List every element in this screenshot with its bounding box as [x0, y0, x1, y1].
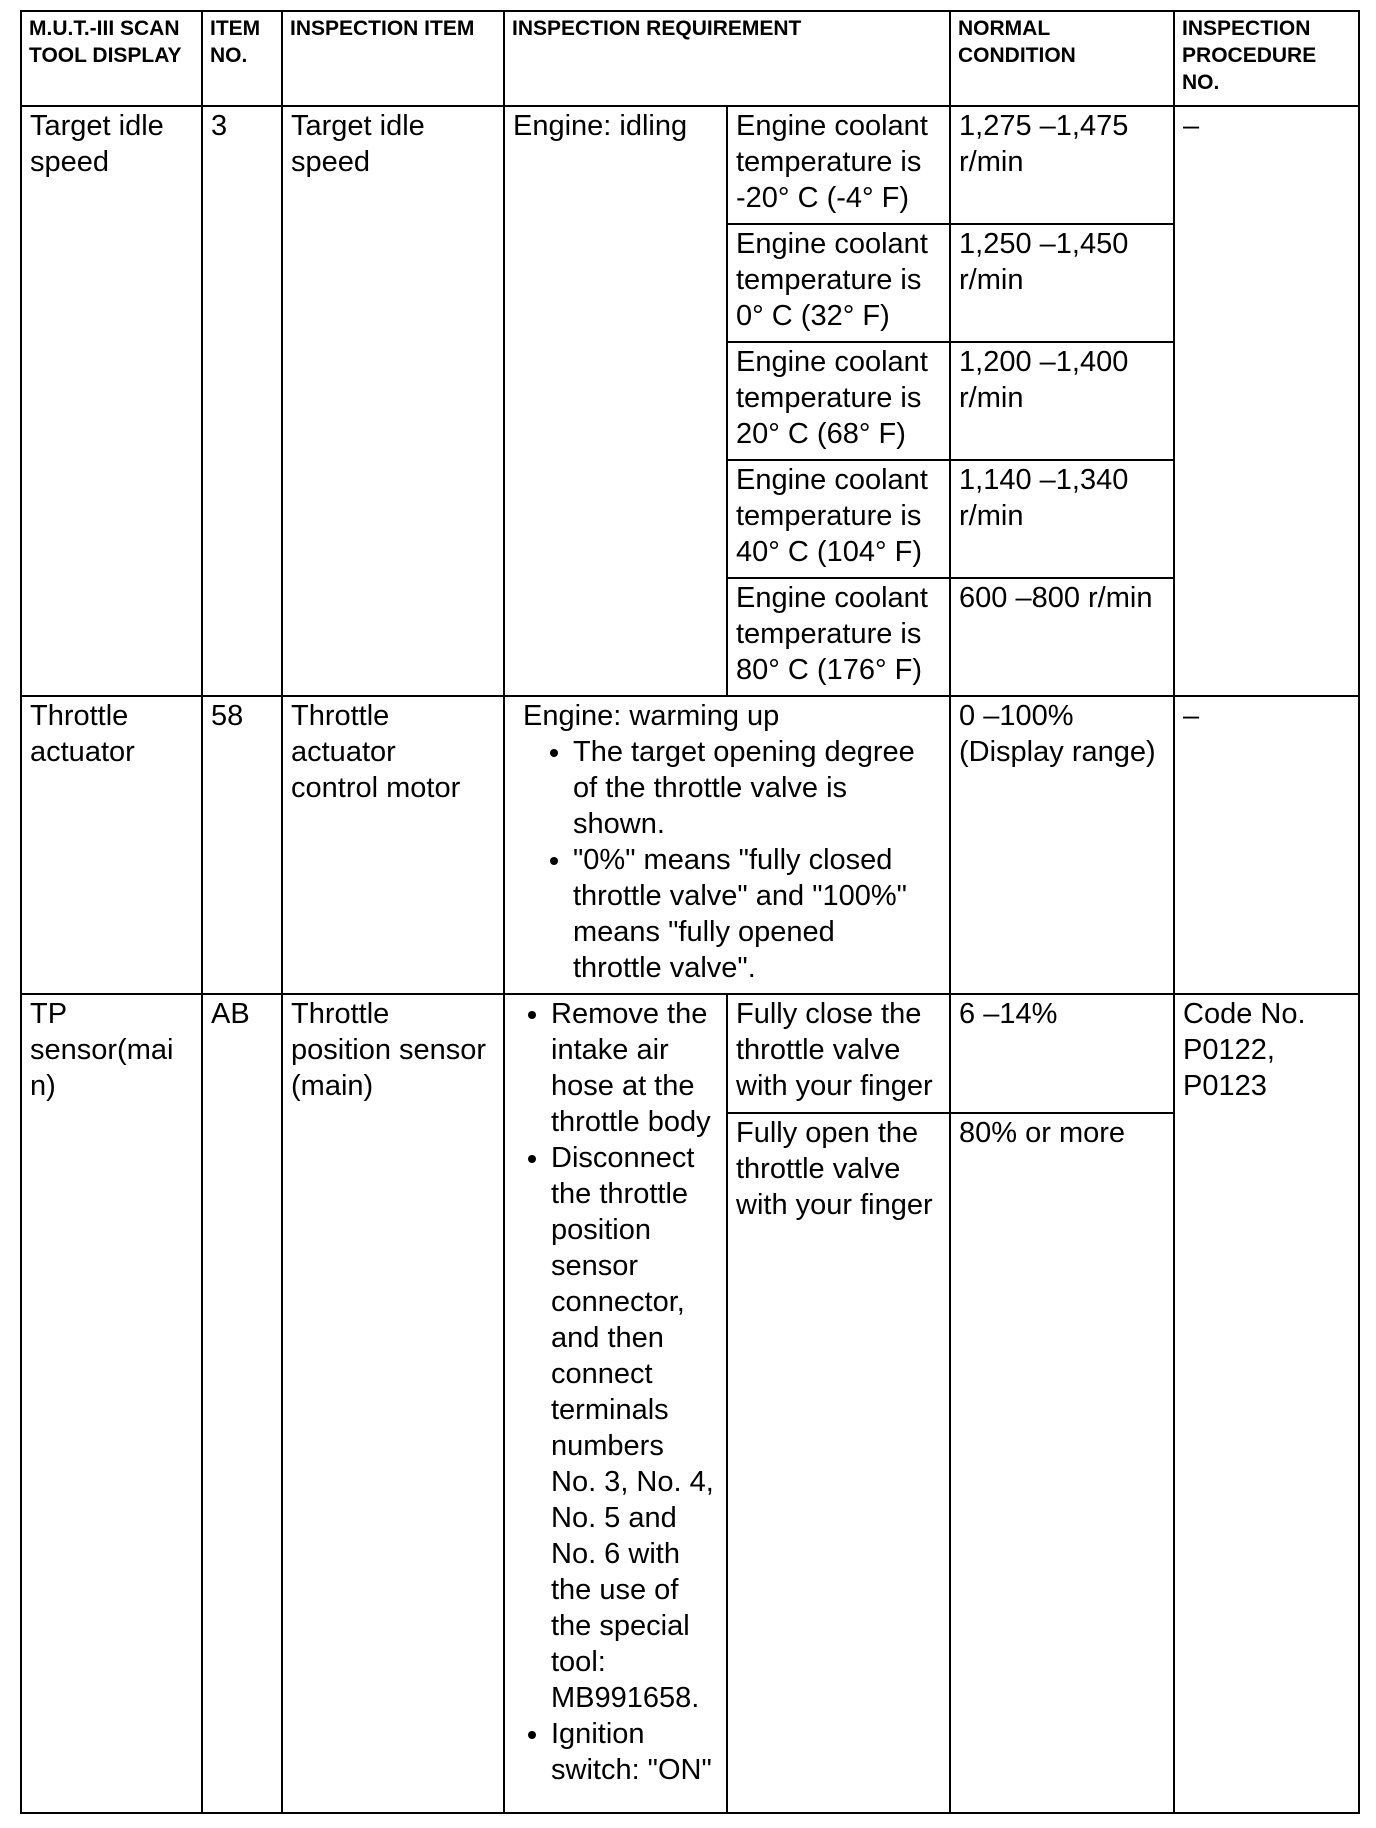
list-item: • "0%" means "fully closed throttle valve" and "100%" means "fully opened throttle valve".	[573, 842, 941, 986]
requirement-bullets	[513, 996, 718, 1788]
normal-condition-cell: 1,250 –1,450 r/min	[950, 224, 1174, 342]
list-item: • Disconnect the throttle position sensor connector, and then connect terminals numbers No. 3, No. 4, No. 5 and No. 6 with the use of the special tool: MB991658.	[551, 1140, 718, 1716]
procedure-cell: –	[1174, 696, 1359, 994]
normal-condition-cell: 600 –800 r/min	[950, 578, 1174, 696]
item-no-cell: AB	[202, 994, 282, 1813]
table-row	[21, 106, 1359, 224]
condition-requirement-cell: Fully close the throttle valve with your finger	[727, 994, 950, 1113]
condition-requirement-cell: Engine coolant temperature is -20° C (-4° F)	[727, 106, 950, 224]
requirement-cell: Engine: idling	[504, 106, 727, 696]
header-inspection-item: INSPECTION ITEM	[282, 11, 504, 106]
procedure-cell: –	[1174, 106, 1359, 696]
header-item-no: ITEM NO.	[202, 11, 282, 106]
requirement-bullets	[515, 734, 941, 986]
procedure-cell: Code No. P0122, P0123	[1174, 994, 1359, 1813]
list-item: • Ignition switch: "ON"	[551, 1716, 718, 1788]
list-item: • Remove the intake air hose at the throttle body	[551, 996, 718, 1140]
header-scan-tool-display: M.U.T.-III SCAN TOOL DISPLAY	[21, 11, 202, 106]
table-row	[21, 696, 1359, 994]
table-row	[21, 994, 1359, 1113]
item-no-cell: 3	[202, 106, 282, 696]
header-normal-condition: NORMAL CONDITION	[950, 11, 1174, 106]
requirement-cell	[504, 994, 727, 1813]
requirement-cell: Engine: warming up • The target opening degree of the throttle valve is shown. • "0%" means "fully closed throttle valve" and "100%" means "fully opened throttle valve".	[504, 696, 950, 994]
scan-tool-display-cell: Target idle speed	[21, 106, 202, 696]
condition-requirement-cell: Engine coolant temperature is 40° C (104° F)	[727, 460, 950, 578]
normal-condition-cell: 6 –14%	[950, 994, 1174, 1113]
scan-tool-display-cell: Throttle actuator	[21, 696, 202, 994]
condition-requirement-cell: Engine coolant temperature is 80° C (176° F)	[727, 578, 950, 696]
item-no-cell: 58	[202, 696, 282, 994]
inspection-item-cell: Throttle actuator control motor	[282, 696, 504, 994]
condition-requirement-cell: Fully open the throttle valve with your finger	[727, 1113, 950, 1813]
condition-requirement-cell: Engine coolant temperature is 0° C (32° F)	[727, 224, 950, 342]
normal-condition-cell: 80% or more	[950, 1113, 1174, 1813]
header-inspection-requirement: INSPECTION REQUIREMENT	[504, 11, 950, 106]
list-item: • The target opening degree of the throttle valve is shown.	[573, 734, 941, 842]
inspection-item-cell: Throttle position sensor (main)	[282, 994, 504, 1813]
header-row	[21, 11, 1359, 106]
header-inspection-procedure-no: INSPECTION PROCEDURE NO.	[1174, 11, 1359, 106]
normal-condition-cell: 1,200 –1,400 r/min	[950, 342, 1174, 460]
scan-tool-display-cell: TP sensor(mai n)	[21, 994, 202, 1813]
condition-requirement-cell: Engine coolant temperature is 20° C (68° F)	[727, 342, 950, 460]
normal-condition-cell: 0 –100% (Display range)	[950, 696, 1174, 994]
inspection-table	[20, 10, 1360, 1814]
inspection-item-cell: Target idle speed	[282, 106, 504, 696]
normal-condition-cell: 1,140 –1,340 r/min	[950, 460, 1174, 578]
normal-condition-cell: 1,275 –1,475 r/min	[950, 106, 1174, 224]
